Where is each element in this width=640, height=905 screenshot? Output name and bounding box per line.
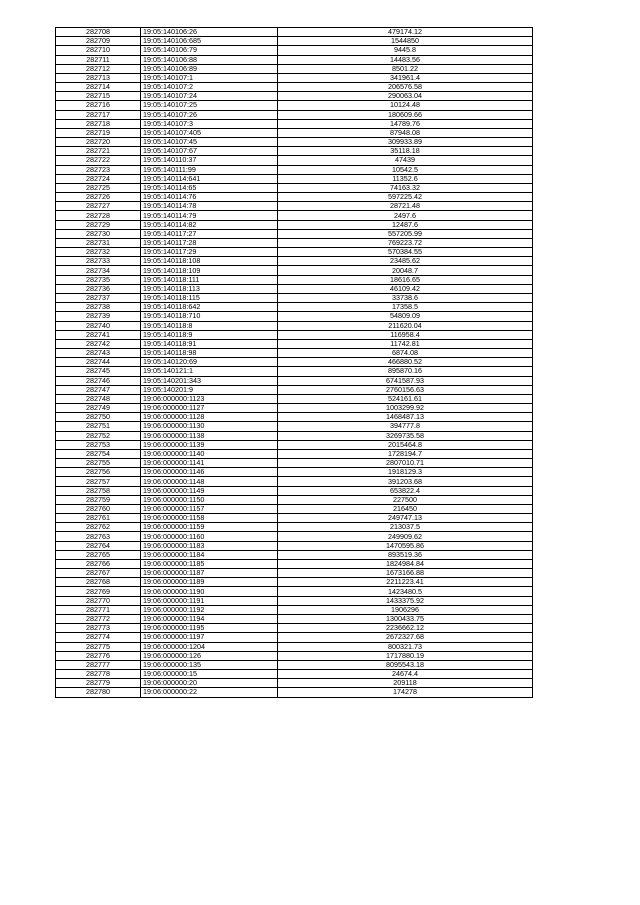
value-cell: 209118 — [278, 679, 533, 688]
value-cell: 653822.4 — [278, 486, 533, 495]
row-number-cell: 282754 — [56, 449, 141, 458]
value-cell: 2211223.41 — [278, 578, 533, 587]
cadastral-number-cell: 19:05:140118:108 — [141, 257, 278, 266]
value-cell: 800321.73 — [278, 642, 533, 651]
cadastral-number-cell: 19:05:140107:26 — [141, 110, 278, 119]
cadastral-number-cell: 19:05:140106:88 — [141, 55, 278, 64]
value-cell: 24674.4 — [278, 670, 533, 679]
cadastral-number-cell: 19:06:000000:1190 — [141, 587, 278, 596]
cadastral-number-cell: 19:06:000000:1141 — [141, 459, 278, 468]
value-cell: 1544850 — [278, 37, 533, 46]
row-number-cell: 282733 — [56, 257, 141, 266]
value-cell: 8095543.18 — [278, 660, 533, 669]
cadastral-number-cell: 19:06:000000:1191 — [141, 596, 278, 605]
row-number-cell: 282723 — [56, 165, 141, 174]
cadastral-number-cell: 19:06:000000:1138 — [141, 431, 278, 440]
table-row — [56, 541, 533, 550]
table-row — [56, 633, 533, 642]
row-number-cell: 282734 — [56, 266, 141, 275]
cadastral-number-cell: 19:06:000000:1204 — [141, 642, 278, 651]
row-number-cell: 282718 — [56, 119, 141, 128]
row-number-cell: 282736 — [56, 284, 141, 293]
table-row — [56, 339, 533, 348]
row-number-cell: 282766 — [56, 559, 141, 568]
cadastral-number-cell: 19:05:140106:79 — [141, 46, 278, 55]
table-row — [56, 642, 533, 651]
row-number-cell: 282744 — [56, 358, 141, 367]
row-number-cell: 282749 — [56, 404, 141, 413]
table-row — [56, 248, 533, 257]
cadastral-number-cell: 19:05:140114:76 — [141, 193, 278, 202]
row-number-cell: 282737 — [56, 293, 141, 302]
cadastral-number-cell: 19:05:140118:642 — [141, 303, 278, 312]
cadastral-number-cell: 19:05:140120:69 — [141, 358, 278, 367]
value-cell: 893519.36 — [278, 550, 533, 559]
table-row — [56, 660, 533, 669]
cadastral-number-cell: 19:05:140201:343 — [141, 376, 278, 385]
row-number-cell: 282743 — [56, 349, 141, 358]
row-number-cell: 282746 — [56, 376, 141, 385]
row-number-cell: 282779 — [56, 679, 141, 688]
value-cell: 33738.6 — [278, 293, 533, 302]
cadastral-number-cell: 19:05:140114:641 — [141, 174, 278, 183]
cadastral-number-cell: 19:06:000000:1148 — [141, 477, 278, 486]
value-cell: 2760156.63 — [278, 385, 533, 394]
row-number-cell: 282760 — [56, 504, 141, 513]
row-number-cell: 282753 — [56, 440, 141, 449]
table-row — [56, 532, 533, 541]
cadastral-number-cell: 19:06:000000:1195 — [141, 624, 278, 633]
table-row — [56, 394, 533, 403]
row-number-cell: 282721 — [56, 147, 141, 156]
cadastral-number-cell: 19:06:000000:1146 — [141, 468, 278, 477]
table-row — [56, 550, 533, 559]
cadastral-number-cell: 19:05:140107:25 — [141, 101, 278, 110]
value-cell: 570384.55 — [278, 248, 533, 257]
cadastral-number-cell: 19:05:140114:79 — [141, 211, 278, 220]
value-cell: 10124.48 — [278, 101, 533, 110]
row-number-cell: 282771 — [56, 605, 141, 614]
cadastral-number-cell: 19:05:140117:29 — [141, 248, 278, 257]
row-number-cell: 282748 — [56, 394, 141, 403]
row-number-cell: 282752 — [56, 431, 141, 440]
row-number-cell: 282763 — [56, 532, 141, 541]
value-cell: 1433375.92 — [278, 596, 533, 605]
row-number-cell: 282762 — [56, 523, 141, 532]
value-cell: 1003299.92 — [278, 404, 533, 413]
row-number-cell: 282745 — [56, 367, 141, 376]
value-cell: 47439 — [278, 156, 533, 165]
table-row — [56, 229, 533, 238]
table-row — [56, 55, 533, 64]
table-row — [56, 422, 533, 431]
table-row — [56, 220, 533, 229]
table-row — [56, 679, 533, 688]
row-number-cell: 282755 — [56, 459, 141, 468]
table-row — [56, 211, 533, 220]
row-number-cell: 282716 — [56, 101, 141, 110]
row-number-cell: 282765 — [56, 550, 141, 559]
table-row — [56, 303, 533, 312]
value-cell: 9445.8 — [278, 46, 533, 55]
row-number-cell: 282715 — [56, 92, 141, 101]
cadastral-number-cell: 19:05:140114:65 — [141, 183, 278, 192]
cadastral-number-cell: 19:05:140107:405 — [141, 128, 278, 137]
cadastral-number-cell: 19:05:140121:1 — [141, 367, 278, 376]
value-cell: 54809.09 — [278, 312, 533, 321]
table-row — [56, 569, 533, 578]
cadastral-number-cell: 19:05:140107:45 — [141, 138, 278, 147]
row-number-cell: 282717 — [56, 110, 141, 119]
table-row — [56, 266, 533, 275]
cadastral-number-cell: 19:05:140117:27 — [141, 229, 278, 238]
table-row — [56, 83, 533, 92]
cadastral-number-cell: 19:06:000000:1189 — [141, 578, 278, 587]
table-row — [56, 46, 533, 55]
table-row — [56, 28, 533, 37]
cadastral-number-cell: 19:05:140114:78 — [141, 202, 278, 211]
row-number-cell: 282757 — [56, 477, 141, 486]
value-cell: 20048.7 — [278, 266, 533, 275]
cadastral-number-cell: 19:05:140107:2 — [141, 83, 278, 92]
value-cell: 211620.04 — [278, 321, 533, 330]
table-row — [56, 119, 533, 128]
value-cell: 466880.52 — [278, 358, 533, 367]
cadastral-number-cell: 19:05:140110:37 — [141, 156, 278, 165]
row-number-cell: 282777 — [56, 660, 141, 669]
row-number-cell: 282727 — [56, 202, 141, 211]
value-cell: 249909.62 — [278, 532, 533, 541]
row-number-cell: 282770 — [56, 596, 141, 605]
cadastral-number-cell: 19:05:140114:82 — [141, 220, 278, 229]
row-number-cell: 282740 — [56, 321, 141, 330]
cadastral-number-cell: 19:06:000000:1158 — [141, 514, 278, 523]
table-row — [56, 110, 533, 119]
cadastral-number-cell: 19:06:000000:20 — [141, 679, 278, 688]
row-number-cell: 282711 — [56, 55, 141, 64]
cadastral-number-cell: 19:05:140107:24 — [141, 92, 278, 101]
row-number-cell: 282768 — [56, 578, 141, 587]
value-cell: 216450 — [278, 504, 533, 513]
value-cell: 2015464.8 — [278, 440, 533, 449]
table-row — [56, 559, 533, 568]
cadastral-number-cell: 19:06:000000:126 — [141, 651, 278, 660]
row-number-cell: 282751 — [56, 422, 141, 431]
cadastral-number-cell: 19:05:140107:1 — [141, 73, 278, 82]
table-row — [56, 367, 533, 376]
table-row — [56, 670, 533, 679]
table-row — [56, 312, 533, 321]
row-number-cell: 282713 — [56, 73, 141, 82]
table-row — [56, 376, 533, 385]
table-row — [56, 138, 533, 147]
value-cell: 1470595.86 — [278, 541, 533, 550]
table-row — [56, 431, 533, 440]
cadastral-number-cell: 19:06:000000:22 — [141, 688, 278, 697]
value-cell: 11352.6 — [278, 174, 533, 183]
row-number-cell: 282708 — [56, 28, 141, 37]
table-row — [56, 92, 533, 101]
value-cell: 174278 — [278, 688, 533, 697]
table-row — [56, 615, 533, 624]
value-cell: 12487.6 — [278, 220, 533, 229]
row-number-cell: 282729 — [56, 220, 141, 229]
cadastral-number-cell: 19:05:140118:710 — [141, 312, 278, 321]
cadastral-number-cell: 19:06:000000:135 — [141, 660, 278, 669]
table-row — [56, 413, 533, 422]
cadastral-number-cell: 19:05:140107:3 — [141, 119, 278, 128]
value-cell: 479174.12 — [278, 28, 533, 37]
cadastral-number-cell: 19:05:140118:91 — [141, 339, 278, 348]
value-cell: 227500 — [278, 495, 533, 504]
cadastral-number-cell: 19:05:140118:98 — [141, 349, 278, 358]
table-row — [56, 385, 533, 394]
row-number-cell: 282761 — [56, 514, 141, 523]
table-row — [56, 238, 533, 247]
row-number-cell: 282719 — [56, 128, 141, 137]
cadastral-number-cell: 19:06:000000:1192 — [141, 605, 278, 614]
row-number-cell: 282732 — [56, 248, 141, 257]
value-cell: 341961.4 — [278, 73, 533, 82]
cadastral-number-cell: 19:06:000000:1149 — [141, 486, 278, 495]
value-cell: 1673166.88 — [278, 569, 533, 578]
value-cell: 1824984.84 — [278, 559, 533, 568]
table-row — [56, 321, 533, 330]
row-number-cell: 282720 — [56, 138, 141, 147]
table-row — [56, 624, 533, 633]
row-number-cell: 282738 — [56, 303, 141, 312]
value-cell: 46109.42 — [278, 284, 533, 293]
value-cell: 23485.62 — [278, 257, 533, 266]
value-cell: 1468487.13 — [278, 413, 533, 422]
table-row — [56, 193, 533, 202]
row-number-cell: 282741 — [56, 330, 141, 339]
cadastral-number-cell: 19:05:140111:99 — [141, 165, 278, 174]
row-number-cell: 282731 — [56, 238, 141, 247]
table-row — [56, 459, 533, 468]
value-cell: 895870.16 — [278, 367, 533, 376]
value-cell: 8501.22 — [278, 64, 533, 73]
table-row — [56, 73, 533, 82]
table-row — [56, 514, 533, 523]
row-number-cell: 282750 — [56, 413, 141, 422]
cadastral-number-cell: 19:06:000000:1184 — [141, 550, 278, 559]
cadastral-number-cell: 19:06:000000:1127 — [141, 404, 278, 413]
value-cell: 1300433.75 — [278, 615, 533, 624]
table-row — [56, 284, 533, 293]
table-row — [56, 147, 533, 156]
value-cell: 17358.5 — [278, 303, 533, 312]
cadastral-number-cell: 19:06:000000:1160 — [141, 532, 278, 541]
cadastral-number-cell: 19:06:000000:1185 — [141, 559, 278, 568]
table-row — [56, 578, 533, 587]
value-cell: 74163.32 — [278, 183, 533, 192]
value-cell: 394777.8 — [278, 422, 533, 431]
row-number-cell: 282769 — [56, 587, 141, 596]
value-cell: 213037.5 — [278, 523, 533, 532]
value-cell: 206576.58 — [278, 83, 533, 92]
table-row — [56, 523, 533, 532]
row-number-cell: 282774 — [56, 633, 141, 642]
table-row — [56, 174, 533, 183]
value-cell: 2497.6 — [278, 211, 533, 220]
row-number-cell: 282712 — [56, 64, 141, 73]
cadastral-number-cell: 19:06:000000:1187 — [141, 569, 278, 578]
value-cell: 14789.76 — [278, 119, 533, 128]
value-cell: 2807010.71 — [278, 459, 533, 468]
row-number-cell: 282767 — [56, 569, 141, 578]
table-row — [56, 257, 533, 266]
value-cell: 14483.56 — [278, 55, 533, 64]
cadastral-number-cell: 19:06:000000:1194 — [141, 615, 278, 624]
row-number-cell: 282710 — [56, 46, 141, 55]
cadastral-number-cell: 19:05:140106:89 — [141, 64, 278, 73]
value-cell: 597225.42 — [278, 193, 533, 202]
row-number-cell: 282726 — [56, 193, 141, 202]
table-row — [56, 651, 533, 660]
table-row — [56, 486, 533, 495]
table-row — [56, 477, 533, 486]
table-row — [56, 404, 533, 413]
table-row — [56, 275, 533, 284]
value-cell: 28721.48 — [278, 202, 533, 211]
cadastral-number-cell: 19:05:140118:8 — [141, 321, 278, 330]
cadastral-number-cell: 19:05:140106:685 — [141, 37, 278, 46]
value-cell: 557205.99 — [278, 229, 533, 238]
value-cell: 524161.61 — [278, 394, 533, 403]
value-cell: 2236662.12 — [278, 624, 533, 633]
cadastral-number-cell: 19:05:140118:109 — [141, 266, 278, 275]
value-cell: 116958.4 — [278, 330, 533, 339]
value-cell: 10542.5 — [278, 165, 533, 174]
row-number-cell: 282724 — [56, 174, 141, 183]
value-cell: 249747.13 — [278, 514, 533, 523]
cadastral-number-cell: 19:06:000000:1130 — [141, 422, 278, 431]
cadastral-number-cell: 19:05:140118:113 — [141, 284, 278, 293]
value-cell: 769223.72 — [278, 238, 533, 247]
value-cell: 309933.89 — [278, 138, 533, 147]
row-number-cell: 282742 — [56, 339, 141, 348]
row-number-cell: 282714 — [56, 83, 141, 92]
row-number-cell: 282775 — [56, 642, 141, 651]
row-number-cell: 282778 — [56, 670, 141, 679]
value-cell: 391203.68 — [278, 477, 533, 486]
value-cell: 1918129.3 — [278, 468, 533, 477]
table-row — [56, 495, 533, 504]
row-number-cell: 282747 — [56, 385, 141, 394]
data-table — [55, 27, 533, 698]
value-cell: 6741587.93 — [278, 376, 533, 385]
row-number-cell: 282776 — [56, 651, 141, 660]
table-body — [56, 28, 533, 698]
row-number-cell: 282756 — [56, 468, 141, 477]
cadastral-number-cell: 19:06:000000:15 — [141, 670, 278, 679]
cadastral-number-cell: 19:06:000000:1123 — [141, 394, 278, 403]
row-number-cell: 282735 — [56, 275, 141, 284]
value-cell: 1906296 — [278, 605, 533, 614]
cadastral-number-cell: 19:06:000000:1140 — [141, 449, 278, 458]
cadastral-number-cell: 19:05:140118:111 — [141, 275, 278, 284]
table-row — [56, 128, 533, 137]
table-row — [56, 293, 533, 302]
row-number-cell: 282725 — [56, 183, 141, 192]
value-cell: 3269735.58 — [278, 431, 533, 440]
value-cell: 1728194.7 — [278, 449, 533, 458]
row-number-cell: 282758 — [56, 486, 141, 495]
value-cell: 18616.65 — [278, 275, 533, 284]
value-cell: 11742.81 — [278, 339, 533, 348]
cadastral-number-cell: 19:05:140118:9 — [141, 330, 278, 339]
cadastral-number-cell: 19:06:000000:1139 — [141, 440, 278, 449]
table-row — [56, 440, 533, 449]
value-cell: 6874.08 — [278, 349, 533, 358]
table-row — [56, 156, 533, 165]
cadastral-number-cell: 19:05:140117:28 — [141, 238, 278, 247]
row-number-cell: 282773 — [56, 624, 141, 633]
table-row — [56, 330, 533, 339]
table-row — [56, 587, 533, 596]
table-row — [56, 64, 533, 73]
row-number-cell: 282780 — [56, 688, 141, 697]
table-row — [56, 596, 533, 605]
cadastral-number-cell: 19:05:140106:26 — [141, 28, 278, 37]
row-number-cell: 282772 — [56, 615, 141, 624]
cadastral-number-cell: 19:05:140201:9 — [141, 385, 278, 394]
row-number-cell: 282730 — [56, 229, 141, 238]
value-cell: 1423480.5 — [278, 587, 533, 596]
table-row — [56, 688, 533, 697]
table-row — [56, 468, 533, 477]
cadastral-number-cell: 19:06:000000:1183 — [141, 541, 278, 550]
row-number-cell: 282764 — [56, 541, 141, 550]
row-number-cell: 282739 — [56, 312, 141, 321]
cadastral-number-cell: 19:06:000000:1159 — [141, 523, 278, 532]
row-number-cell: 282709 — [56, 37, 141, 46]
value-cell: 2672327.68 — [278, 633, 533, 642]
cadastral-number-cell: 19:06:000000:1150 — [141, 495, 278, 504]
row-number-cell: 282759 — [56, 495, 141, 504]
value-cell: 1717880.19 — [278, 651, 533, 660]
cadastral-number-cell: 19:05:140107:67 — [141, 147, 278, 156]
table-row — [56, 504, 533, 513]
value-cell: 180609.66 — [278, 110, 533, 119]
value-cell: 290063.04 — [278, 92, 533, 101]
value-cell: 35118.18 — [278, 147, 533, 156]
table-row — [56, 165, 533, 174]
table-row — [56, 202, 533, 211]
table-row — [56, 605, 533, 614]
table-row — [56, 349, 533, 358]
cadastral-number-cell: 19:05:140118:115 — [141, 293, 278, 302]
table-row — [56, 358, 533, 367]
cadastral-number-cell: 19:06:000000:1157 — [141, 504, 278, 513]
table-row — [56, 37, 533, 46]
table-row — [56, 101, 533, 110]
cadastral-number-cell: 19:06:000000:1128 — [141, 413, 278, 422]
row-number-cell: 282722 — [56, 156, 141, 165]
value-cell: 87948.08 — [278, 128, 533, 137]
row-number-cell: 282728 — [56, 211, 141, 220]
cadastral-number-cell: 19:06:000000:1197 — [141, 633, 278, 642]
table-row — [56, 183, 533, 192]
table-row — [56, 449, 533, 458]
